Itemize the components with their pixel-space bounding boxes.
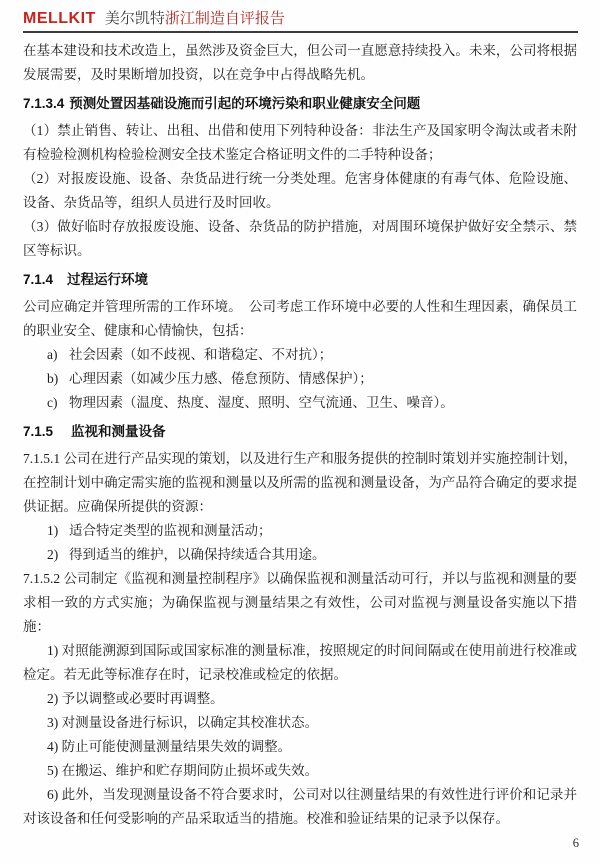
heading-number: 7.1.3.4 (23, 96, 65, 111)
list-text: 适合特定类型的监视和测量活动； (69, 523, 272, 538)
page-number: 6 (572, 836, 579, 850)
heading-number: 7.1.4 (23, 272, 54, 287)
list-marker: c) (47, 395, 58, 410)
heading-title: 预测处置因基础设施而引起的环境污染和职业健康安全问题 (69, 96, 421, 111)
report-title: 浙江制造自评报告 (164, 11, 285, 27)
heading-7-1-3-4 (23, 92, 577, 116)
para-measure-5: 5) 在搬运、维护和贮存期间防止损坏或失效。 (47, 763, 319, 778)
list-marker: 1) (47, 523, 59, 538)
document-body (23, 39, 577, 831)
para-7-1-5-1: 7.1.5.1 公司在进行产品实现的策划，以及进行生产和服务提供的控制时策划并实施控制计划，在控制计划中确定需实施的监视和测量以及所需的监视和测量设备，为产品符合确定的要求提供证据。应确保所提供的资源： (23, 451, 577, 514)
para-item-1: （1）禁止销售、转让、出租、出借和使用下列特种设备：非法生产及国家明令淘汰或者未附有检验检测机构检验检测安全技术鉴定合格证明文件的二手特种设备； (23, 123, 577, 162)
list-marker: 2) (47, 547, 59, 562)
list-text: 得到适当的维护，以确保持续适合其用途。 (69, 547, 326, 562)
heading-title: 过程运行环境 (67, 272, 149, 287)
para-item-3: （3）做好临时存放报废设施、设备、杂货品的防护措施，对周围环境保护做好安全禁示、禁区等标识。 (23, 219, 577, 258)
para-measure-3: 3) 对测量设备进行标识，以确定其校准状态。 (47, 715, 319, 730)
para-measure-2: 2) 予以调整或必要时再调整。 (47, 691, 224, 706)
para-measure-6: 6) 此外，当发现测量设备不符合要求时，公司对以往测量结果的有效性进行评价和记录并对该设备和任何受影响的产品采取适当的措施。校准和验证结果的记录予以保存。 (23, 787, 577, 826)
list-item-1 (23, 519, 577, 543)
company-name: 美尔凯特 (104, 11, 165, 27)
list-item-c (23, 391, 577, 415)
para-intro: 在基本建设和技术改造上，虽然涉及资金巨大，但公司一直愿意持续投入。未来，公司将根据发展需要，及时果断增加投资，以在竞争中占得战略先机。 (23, 43, 577, 82)
list-text: 物理因素（温度、热度、湿度、照明、空气流通、卫生、噪音）。 (69, 395, 454, 410)
heading-7-1-4 (23, 268, 577, 292)
list-text: 心理因素（如减少压力感、倦怠预防、情感保护）； (69, 371, 373, 386)
heading-number: 7.1.5 (23, 424, 54, 439)
heading-7-1-5 (23, 420, 577, 444)
list-marker: a) (47, 347, 58, 362)
list-marker: b) (47, 371, 59, 386)
list-item-a (23, 343, 577, 367)
brand-logo-text: MELLKIT (23, 10, 96, 27)
para-measure-1: 1) 对照能溯源到国际或国家标准的测量标准，按照规定的时间间隔或在使用前进行校准或检定。若无此等标准存在时，记录校准或检定的依据。 (23, 643, 577, 682)
para-7-1-5-2: 7.1.5.2 公司制定《监视和测量控制程序》以确保监视和测量活动可行，并以与监视和测量的要求相一致的方式实施；为确保监视与测量结果之有效性，公司对监视与测量设备实施以下措施： (23, 571, 577, 634)
list-text: 社会因素（如不歧视、和谐稳定、不对抗）； (69, 347, 333, 362)
list-item-b (23, 367, 577, 391)
para-item-2: （2）对报废设施、设备、杂货品进行统一分类处理。危害身体健康的有毒气体、危险设施、设备、杂货品等，组织人员进行及时回收。 (23, 171, 577, 210)
para-work-env: 公司应确定并管理所需的工作环境。 公司考虑工作环境中必要的人性和生理因素，确保员工的职业安全、健康和心情愉快，包括： (23, 299, 577, 338)
list-item-2 (23, 543, 577, 567)
heading-title: 监视和测量设备 (71, 424, 166, 439)
para-measure-4: 4) 防止可能使测量测量结果失效的调整。 (47, 739, 292, 754)
report-header (23, 0, 578, 33)
